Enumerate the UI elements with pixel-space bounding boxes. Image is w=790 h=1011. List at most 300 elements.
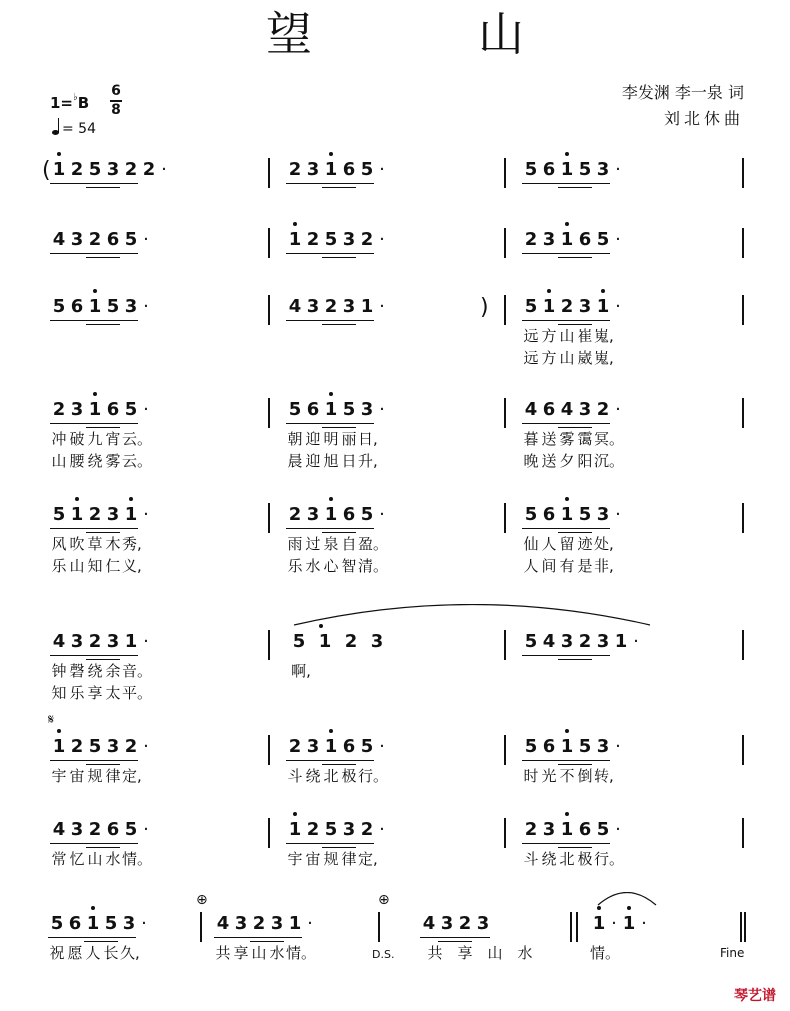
lyric-syllable: 转, [594,767,614,785]
note: 1 [86,295,104,319]
lyric-syllable: 人 [85,944,101,962]
note: 3 [122,913,136,934]
lyric-syllable: 崴 [577,349,593,367]
note: 5 [324,819,338,840]
lyric-syllable: 暮 [523,430,539,448]
lyric-syllable: 雨 [287,535,303,553]
lyric-line [50,555,152,577]
note: · [143,229,149,250]
note: 1 [322,503,340,527]
lyric-syllable: 不 [559,767,575,785]
lyric-syllable: 清。 [358,557,389,575]
note: 6 [578,229,592,250]
lyric-line [286,533,388,555]
note: 3 [124,296,138,317]
beam-eighth [286,253,374,254]
note-row [286,398,388,428]
note: 4 [52,229,66,250]
note: 3 [306,736,320,757]
lyric-syllable: 草 [87,535,103,553]
lyric-syllable: 定, [358,850,378,868]
credits [622,80,744,132]
lyric-syllable: 北 [323,767,339,785]
beam-sixteenth [438,941,472,942]
note: 2 [324,296,338,317]
lyric-line [522,450,624,472]
note: 4 [52,819,66,840]
note: 1 [558,228,576,252]
lyric-syllable: 水 [105,850,121,868]
note: · [615,504,621,525]
lyric-syllable: 享 [87,684,103,702]
note: · [379,399,385,420]
bar-line [378,912,380,942]
measure [50,295,152,325]
lyric-syllable: 斗 [287,767,303,785]
lyric-syllable: 绕 [541,850,557,868]
ds-marking: D.S. [372,948,395,961]
lyric-syllable: 山 [51,452,67,470]
beam-sixteenth [322,324,356,325]
note-row [286,228,388,258]
note: 1 [590,912,608,936]
beam-sixteenth [86,427,120,428]
bar-line [504,735,506,765]
note: 3 [342,819,356,840]
note: 1 [322,735,340,759]
note-row [48,912,150,942]
note: 3 [234,913,248,934]
lyric-syllable: 余 [105,662,121,680]
final-bar [744,912,746,942]
lyric-line [522,428,624,450]
note: 2 [288,736,302,757]
lyric-syllable: 久, [120,944,140,962]
note-row [50,503,152,533]
lyric-syllable: 斗 [523,850,539,868]
note: 4 [524,399,538,420]
beam-eighth [50,843,138,844]
note: 4 [542,631,556,652]
note: 3 [542,819,556,840]
note: 2 [70,159,84,180]
beam-eighth [522,843,610,844]
note: 3 [106,159,120,180]
note: 5 [288,399,302,420]
note-row [50,818,152,848]
repeat-bar [570,912,572,942]
note-row [286,503,388,533]
lyric-syllable: 处, [594,535,614,553]
note: 6 [70,296,84,317]
measure [522,818,624,870]
bar-line [504,158,506,188]
note: 1 [322,158,340,182]
slur-arc [292,604,652,626]
measure [522,158,624,188]
lyric-syllable: 自 [341,535,357,553]
lyric-syllable: 共 [215,944,231,962]
note: 2 [88,819,102,840]
lyric-syllable: 雾 [559,430,575,448]
lyric-syllable: 木 [105,535,121,553]
note: 1 [620,912,638,936]
lyric-syllable: 非, [594,557,614,575]
note: 5 [124,229,138,250]
lyric-line [522,347,624,369]
lyric-syllable: 朝 [287,430,303,448]
coda-icon: ⊕ [196,892,208,908]
note: 1 [594,295,612,319]
site-logo: 琴艺谱 [734,988,776,1004]
lyric-syllable: 仙 [523,535,539,553]
bar-line [742,735,744,765]
lyric-syllable: 定, [122,767,142,785]
note: 5 [292,631,306,652]
note-row [286,158,388,188]
lyric-syllable: 远 [523,327,539,345]
note: 3 [106,736,120,757]
lyric-syllable: 智 [341,557,357,575]
lyric-line [50,533,152,555]
measure [420,912,540,964]
note: 1 [68,503,86,527]
note: 2 [524,229,538,250]
note: · [615,736,621,757]
lyric-syllable: 乐 [69,684,85,702]
note: 1 [86,398,104,422]
note: 5 [578,504,592,525]
note: 1 [122,503,140,527]
note: 5 [104,913,118,934]
note: · [379,229,385,250]
lyric-syllable: 知 [87,557,103,575]
note-row [522,735,624,765]
lyric-syllable: 九 [87,430,103,448]
note: 5 [524,296,538,317]
note: 5 [524,159,538,180]
lyric-syllable: 知 [51,684,67,702]
lyric-syllable: 云。 [122,452,153,470]
lyric-syllable: 绕 [305,767,321,785]
beam-sixteenth [84,941,118,942]
note: 3 [342,296,356,317]
lyric-syllable: 律 [105,767,121,785]
note: · [611,913,617,934]
coda-icon: ⊕ [378,892,390,908]
lyric-line [522,555,624,577]
lyric-line [50,450,152,472]
note: 2 [124,736,138,757]
lyric-syllable: 水 [269,944,285,962]
note: · [143,504,149,525]
lyric-line [590,942,650,964]
lyric-line [522,765,624,787]
note: · [307,913,313,934]
lyric-syllable: 崔 [577,327,593,345]
key-signature: 1=♭B [50,92,90,112]
measure [590,912,650,964]
measure [50,158,170,188]
note: 5 [124,399,138,420]
lyric-line [50,848,152,870]
measure [522,503,624,577]
lyric-syllable: 共 [427,944,443,962]
bar-line [504,630,506,660]
note: 6 [106,229,120,250]
note: 6 [542,736,556,757]
lyric-line [420,942,540,964]
lyric-syllable: 水 [305,557,321,575]
note: 5 [52,504,66,525]
lyric-syllable: 山 [69,557,85,575]
lyric-syllable: 倒 [577,767,593,785]
lyric-syllable: 嵬, [594,327,614,345]
beam-sixteenth [322,847,356,848]
lyric-syllable: 宙 [69,767,85,785]
beam-eighth [50,183,138,184]
measure [522,398,624,472]
note: 4 [422,913,436,934]
note: · [143,296,149,317]
note: 2 [142,159,156,180]
lyric-syllable: 仁 [105,557,121,575]
lyric-syllable: 升, [358,452,378,470]
note: 3 [596,736,610,757]
lyric-line [286,555,388,577]
bar-line [742,630,744,660]
lyric-syllable: 迎 [305,430,321,448]
note: 2 [124,159,138,180]
measure [50,228,152,258]
note: 5 [52,296,66,317]
tempo-marking: = 54 [52,121,96,137]
note: 3 [70,819,84,840]
measure [286,295,388,325]
bar-line [504,398,506,428]
lyric-syllable: 常 [51,850,67,868]
lyric-syllable: 破 [69,430,85,448]
note-row [50,158,170,188]
note: 3 [342,229,356,250]
measure [522,295,624,369]
beam-eighth [286,760,374,761]
song-title: 望 山 [266,7,584,61]
lyric-line [286,848,388,870]
note-row [286,630,390,660]
lyric-syllable: 律 [341,850,357,868]
note: 3 [70,399,84,420]
lyric-syllable: 晨 [287,452,303,470]
measure [50,503,152,577]
lyric-syllable: 山 [487,944,503,962]
bar-line [268,398,270,428]
note: · [379,159,385,180]
note: 5 [88,736,102,757]
lyric-syllable: 时 [523,767,539,785]
note: 3 [560,631,574,652]
note: 6 [306,399,320,420]
note: 3 [596,159,610,180]
lyric-syllable: 人 [541,535,557,553]
note: 5 [360,736,374,757]
tie-arc [596,892,658,906]
lyric-syllable: 极 [341,767,357,785]
lyric-syllable: 泉 [323,535,339,553]
lyric-syllable: 日 [341,452,357,470]
bar-line [504,295,506,325]
beam-sixteenth [558,764,592,765]
note: 2 [288,504,302,525]
note: 6 [342,736,356,757]
note: · [143,736,149,757]
note-row [590,912,650,942]
lyric-syllable: 啊, [291,662,311,680]
note: 3 [476,913,490,934]
lyric-syllable: 间 [541,557,557,575]
lyric-syllable: 方 [541,349,557,367]
lyric-syllable: 长 [103,944,119,962]
note: 1 [558,158,576,182]
beam-sixteenth [558,257,592,258]
note: 2 [88,631,102,652]
note: · [615,229,621,250]
note: 1 [360,296,374,317]
lyric-syllable: 是 [577,557,593,575]
bar-line [504,818,506,848]
beam-eighth [522,423,610,424]
lyric-syllable: 山 [559,327,575,345]
lyric-line [286,450,388,472]
bar-line [268,735,270,765]
note: 2 [560,296,574,317]
measure [50,735,152,787]
composer: 刘北休曲 [663,109,744,128]
beam-sixteenth [86,847,120,848]
note: 2 [344,631,358,652]
lyric-syllable: 钟 [51,662,67,680]
note: 6 [106,819,120,840]
lyric-syllable: 送 [541,452,557,470]
measure [286,630,390,682]
lyric-syllable: 腰 [69,452,85,470]
note: 1 [312,630,338,654]
note: 5 [106,296,120,317]
note: · [141,913,147,934]
lyric-syllable: 宇 [287,850,303,868]
note-row [286,818,388,848]
lyric-syllable: 晚 [523,452,539,470]
beam-sixteenth [86,187,120,188]
quarter-note-icon [52,130,59,135]
measure [522,630,642,660]
note-row [522,818,624,848]
time-signature: 6 8 [111,83,121,118]
lyric-syllable: 宇 [51,767,67,785]
lyric-syllable: 享 [233,944,249,962]
lyric-syllable: 规 [87,767,103,785]
beam-eighth [522,253,610,254]
note: 1 [50,735,68,759]
note: 2 [88,229,102,250]
note: 6 [342,159,356,180]
beam-sixteenth [558,847,592,848]
bar-line [268,818,270,848]
note: 2 [458,913,472,934]
beam-eighth [50,423,138,424]
measure [286,398,388,472]
lyric-syllable: 雾 [105,452,121,470]
lyric-syllable: 愿 [67,944,83,962]
beam-sixteenth [322,187,356,188]
note: 6 [542,504,556,525]
lyric-syllable: 行。 [594,850,625,868]
lyric-syllable: 宵 [105,430,121,448]
beam-eighth [50,760,138,761]
lyric-line [50,765,152,787]
lyric-syllable: 迹 [577,535,593,553]
note: 5 [360,159,374,180]
note: 1 [50,158,68,182]
lyric-line [286,428,388,450]
beam-eighth [50,528,138,529]
note: 5 [578,159,592,180]
note-row [50,295,152,325]
note: 2 [70,736,84,757]
beam-eighth [522,320,610,321]
beam-sixteenth [86,764,120,765]
beam-sixteenth [86,532,120,533]
measure [50,398,152,472]
bar-line [504,228,506,258]
note-row [50,630,152,660]
note: 1 [286,228,304,252]
note: · [143,399,149,420]
lyric-syllable: 方 [541,327,557,345]
beam-eighth [50,655,138,656]
lyric-line [50,428,152,450]
beam-eighth [522,760,610,761]
bar-line [742,503,744,533]
note: 6 [542,159,556,180]
fine-marking: Fine [720,946,745,960]
lyric-line [522,325,624,347]
note: 5 [50,913,64,934]
note-row [50,228,152,258]
lyric-syllable: 极 [577,850,593,868]
beam-sixteenth [558,532,592,533]
measure [522,735,624,787]
lyric-syllable: 风 [51,535,67,553]
beam-sixteenth [250,941,284,942]
note: 3 [360,399,374,420]
note: · [379,819,385,840]
lyric-syllable: 北 [559,850,575,868]
lyric-syllable: 规 [323,850,339,868]
beam-eighth [286,183,374,184]
beam-eighth [50,253,138,254]
bar-line [742,158,744,188]
note: 5 [524,504,538,525]
bar-line [740,912,742,942]
lyric-syllable: 吹 [69,535,85,553]
lyric-line [214,942,316,964]
note: 2 [252,913,266,934]
note: · [615,819,621,840]
note: 2 [596,399,610,420]
beam-sixteenth [322,532,356,533]
beam-eighth [214,937,302,938]
